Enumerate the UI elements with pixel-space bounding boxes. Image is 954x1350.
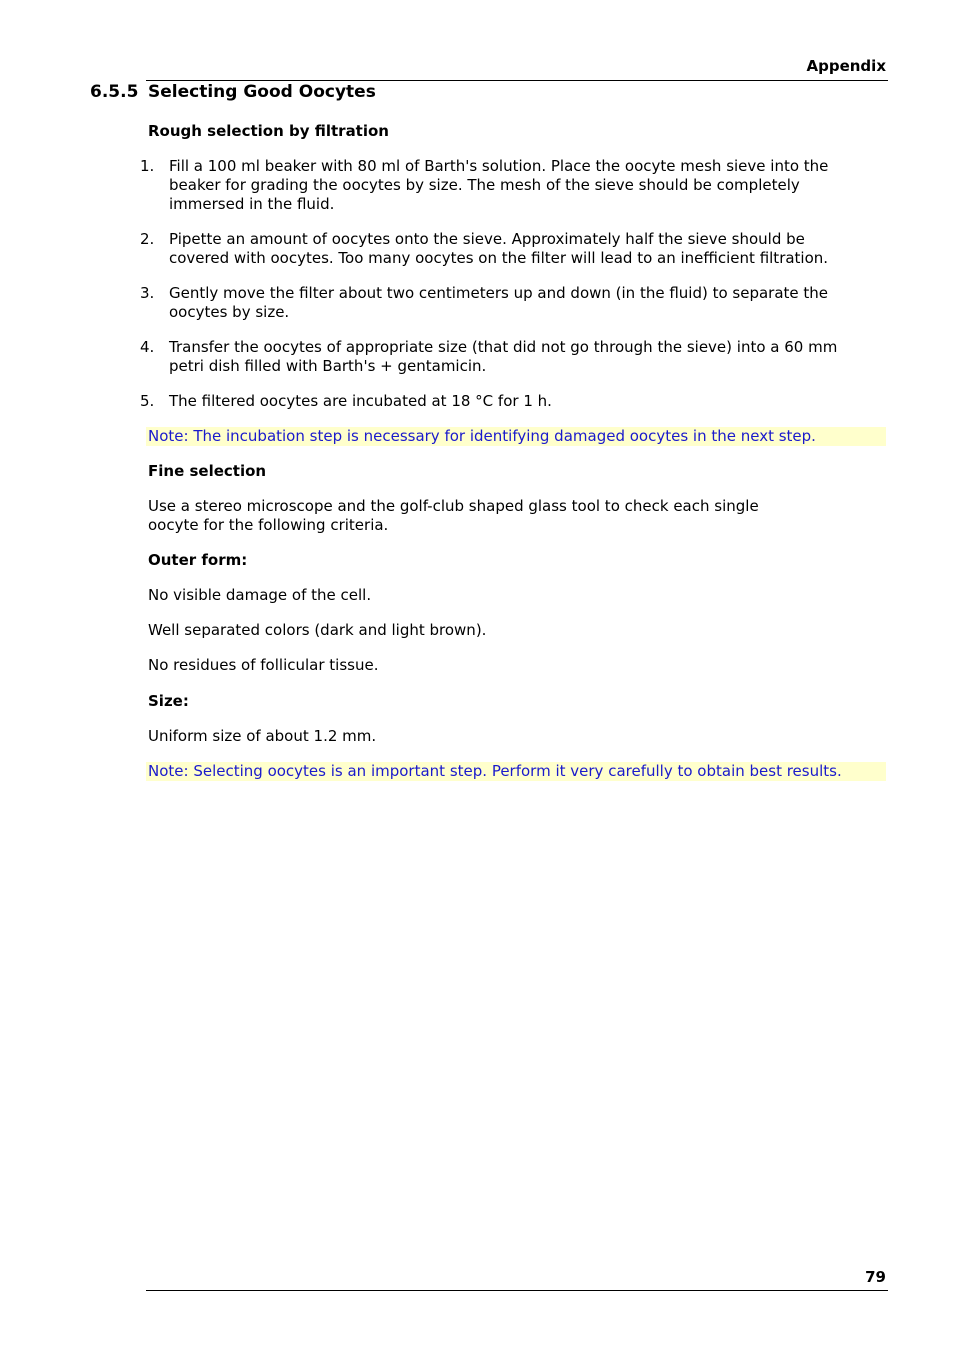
note-incubation: Note: The incubation step is necessary for identifying damaged oocytes in the next step. [146,427,886,446]
list-number: 5. [140,392,155,410]
note-selecting: Note: Selecting oocytes is an important step. Perform it very carefully to obtain best results. [146,762,886,781]
list-number: 3. [140,284,155,302]
header-rule [146,80,888,81]
footer-rule [146,1290,888,1291]
subheading-size: Size: [148,692,189,710]
list-text: Fill a 100 ml beaker with 80 ml of Barth's solution. Place the oocyte mesh sieve into the beaker for grading the oocytes by size. The mesh of the sieve should be completely immersed in the fluid. [169,157,829,213]
list-text: Transfer the oocytes of appropriate size (that did not go through the sieve) into a 60 mm petri dish filled with Barth's + gentamicin. [169,338,838,375]
list-number: 1. [140,157,155,175]
fine-selection-intro: Use a stereo microscope and the golf-club shaped glass tool to check each single oocyte for the following criteria. [148,497,759,534]
criteria-item: No visible damage of the cell. [148,586,372,604]
list-text: Pipette an amount of oocytes onto the sieve. Approximately half the sieve should be covered with oocytes. Too many oocytes on the filter will lead to an inefficient filtration. [169,230,829,267]
page-number: 79 [865,1268,886,1286]
list-text: Gently move the filter about two centimeters up and down (in the fluid) to separate the oocytes by size. [169,284,829,321]
list-number: 4. [140,338,155,356]
running-header: Appendix [806,57,886,75]
criteria-item: No residues of follicular tissue. [148,656,379,674]
subheading-outer-form: Outer form: [148,551,248,569]
section-title: Selecting Good Oocytes [148,82,376,102]
list-text: The filtered oocytes are incubated at 18 °C for 1 h. [169,392,552,410]
section-number: 6.5.5 [90,82,139,102]
subheading-fine-selection: Fine selection [148,462,267,480]
list-number: 2. [140,230,155,248]
criteria-item: Well separated colors (dark and light brown). [148,621,487,639]
subheading-rough-selection: Rough selection by filtration [148,122,389,140]
size-criteria: Uniform size of about 1.2 mm. [148,727,377,745]
